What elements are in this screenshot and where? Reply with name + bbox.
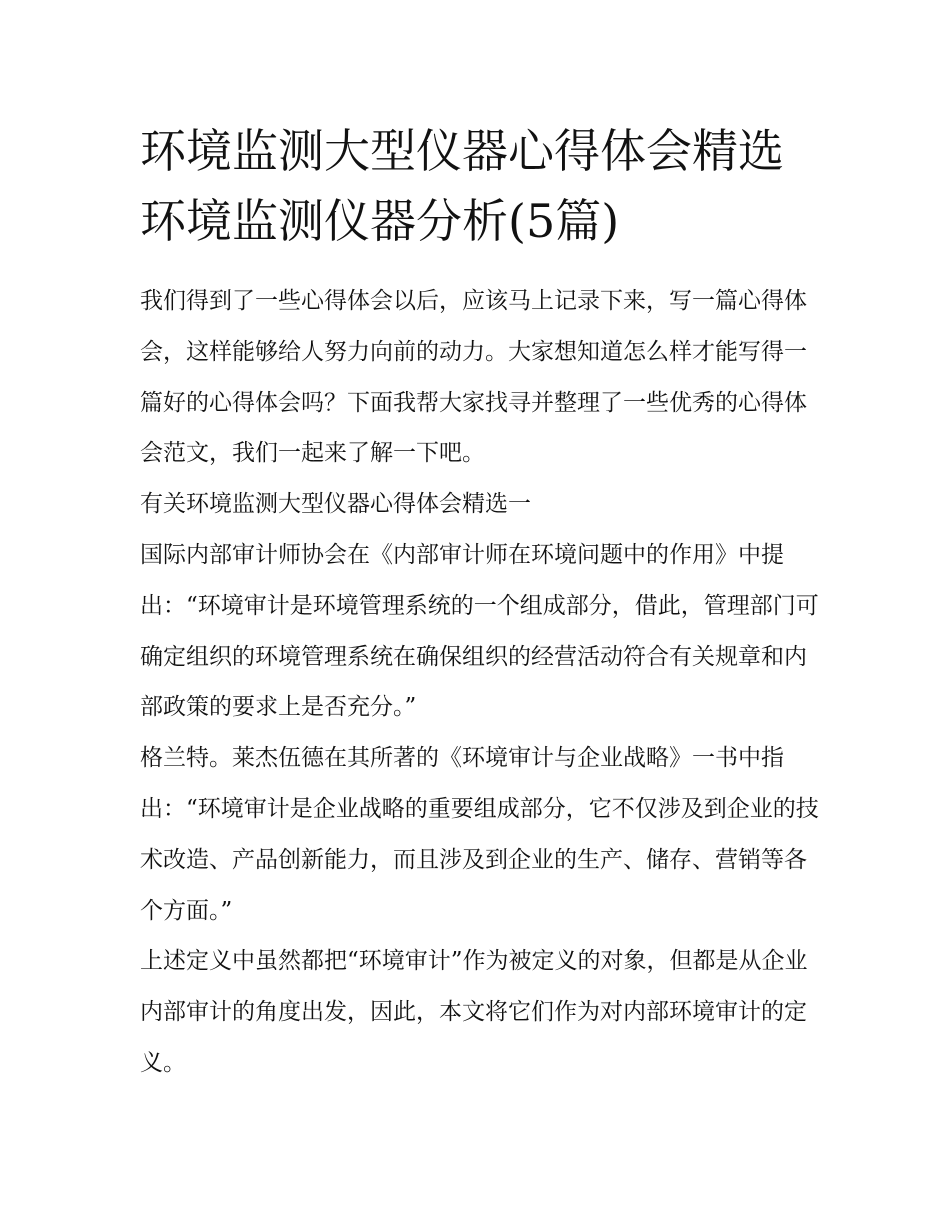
- document-title: 环境监测大型仪器心得体会精选 环境监测仪器分析(5篇): [140, 124, 784, 248]
- document-body: [140, 276, 820, 1089]
- section-heading: 有关环境监测大型仪器心得体会精选一: [140, 491, 531, 518]
- body-paragraph: 国际内部审计师协会在《内部审计师在环境问题中的作用》中提出：“环境审计是环境管理系统的一个组成部分，借此，管理部门可确定组织的环境管理系统在确保组织的经营活动符合有关规章和内部政策的要求上是否充分。”: [140, 541, 819, 721]
- intro-paragraph: 我们得到了一些心得体会以后，应该马上记录下来，写一篇心得体会，这样能够给人努力向前的动力。大家想知道怎么样才能写得一篇好的心得体会吗？下面我帮大家找寻并整理了一些优秀的心得体会范文，我们一起来了解一下吧。: [140, 288, 807, 467]
- body-paragraph: 格兰特。莱杰伍德在其所著的《环境审计与企业战略》一书中指出：“环境审计是企业战略的重要组成部分，它不仅涉及到企业的技术改造、产品创新能力，而且涉及到企业的生产、储存、营销等各个方面。”: [140, 745, 819, 924]
- body-paragraph: 上述定义中虽然都把“环境审计”作为被定义的对象，但都是从企业内部审计的角度出发，因此，本文将它们作为对内部环境审计的定义。: [140, 948, 808, 1076]
